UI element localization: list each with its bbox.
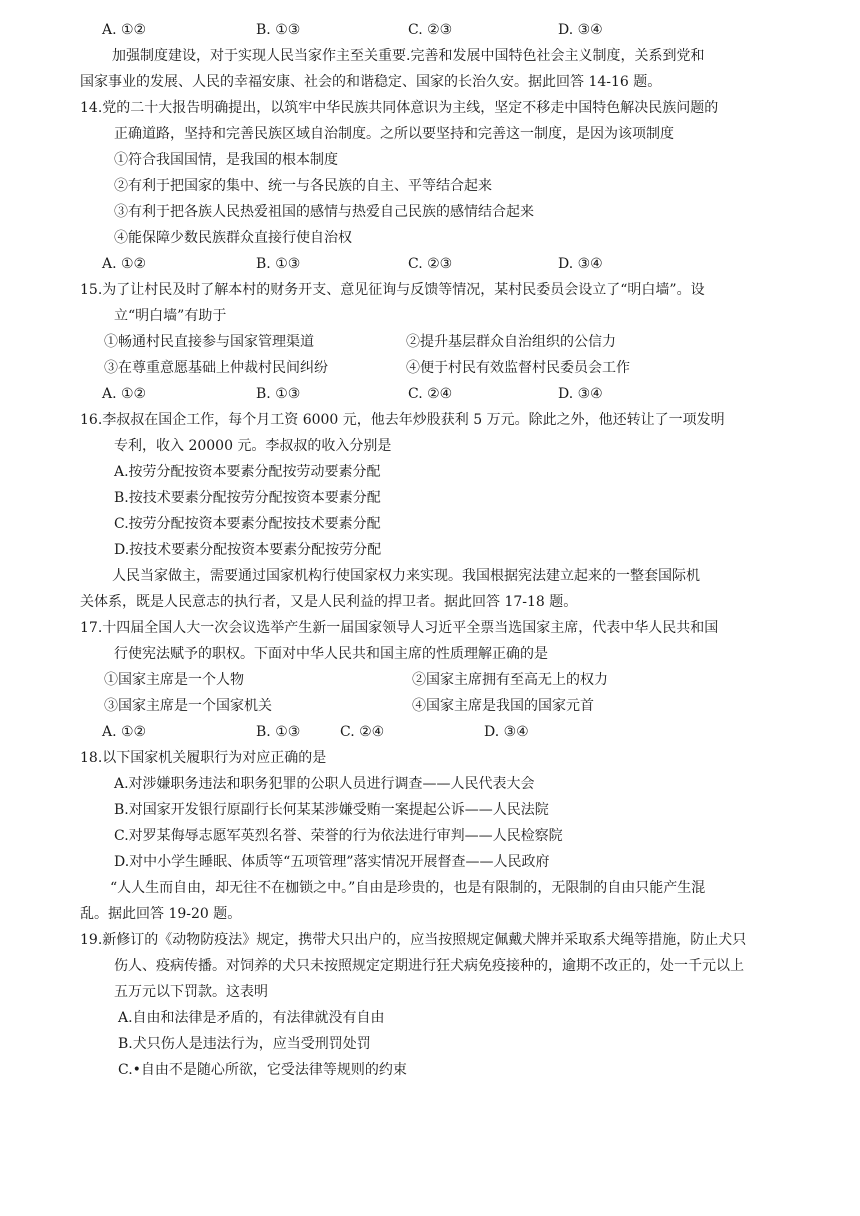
- intro-line: 人民当家做主，需要通过国家机构行使国家权力来实现。我国根据宪法建立起来的一整套国际机: [112, 568, 700, 584]
- question-stem: 17.十四届全国人大一次会议选举产生新一届国家领导人习近平全票当选国家主席，代表中华人民共和国: [80, 620, 719, 636]
- intro-line: “人人生而自由，却无往不在枷锁之中。”自由是珍贵的，也是有限制的，无限制的自由只能产生混: [110, 880, 706, 896]
- question-stem: 正确道路，坚持和完善民族区域自治制度。之所以要坚持和完善这一制度，是因为该项制度: [114, 126, 674, 142]
- option-b: B. ①③: [256, 22, 301, 38]
- question-stem: 15.为了让村民及时了解本村的财务开支、意见征询与反馈等情况，某村民委员会设立了“明白墙”。设: [80, 282, 705, 298]
- question-stem: 19.新修订的《动物防疫法》规定，携带犬只出户的，应当按照规定佩戴犬牌并采取系犬绳等措施，防止犬只: [80, 932, 747, 948]
- option-c: C. ②③: [408, 22, 453, 38]
- question-stem: 伤人、疫病传播。对饲养的犬只未按照规定定期进行狂犬病免疫接种的，逾期不改正的，处一千元以上: [114, 958, 744, 974]
- intro-line: 关体系，既是人民意志的执行者，又是人民利益的捍卫者。据此回答 17-18 题。: [80, 594, 578, 610]
- option-b: B.对国家开发银行原副行长何某某涉嫌受贿一案提起公诉——人民法院: [114, 802, 549, 818]
- question-stem: 专利，收入 20000 元。李叔叔的收入分别是: [114, 438, 392, 454]
- statement-item: ②提升基层群众自治组织的公信力: [406, 334, 616, 350]
- option-d: D. ③④: [484, 724, 529, 740]
- option-d: D.按技术要素分配按资本要素分配按劳分配: [114, 542, 382, 558]
- option-a: A.自由和法律是矛盾的，有法律就没有自由: [118, 1010, 385, 1026]
- option-b: B. ①③: [256, 386, 301, 402]
- question-stem: 行使宪法赋予的职权。下面对中华人民共和国主席的性质理解正确的是: [114, 646, 548, 662]
- option-c: C. ②④: [340, 724, 385, 740]
- statement-item: ④国家主席是我国的国家元首: [412, 698, 594, 714]
- option-a: A. ①②: [102, 256, 147, 272]
- statement-item: ③在尊重意愿基础上仲裁村民间纠纷: [104, 360, 328, 376]
- statement-item: ②国家主席拥有至高无上的权力: [412, 672, 608, 688]
- question-stem: 16.李叔叔在国企工作，每个月工资 6000 元，他去年炒股获利 5 万元。除此之外，他还转让了一项发明: [80, 412, 725, 428]
- option-c: C.按劳分配按资本要素分配按技术要素分配: [114, 516, 381, 532]
- question-stem: 18.以下国家机关履职行为对应正确的是: [80, 750, 327, 766]
- option-c: C.对罗某侮辱志愿军英烈名誉、荣誉的行为依法进行审判——人民检察院: [114, 828, 563, 844]
- option-c: C.•自由不是随心所欲，它受法律等规则的约束: [118, 1062, 407, 1078]
- option-d: D. ③④: [558, 386, 603, 402]
- intro-line: 乱。据此回答 19-20 题。: [80, 906, 242, 922]
- option-c: C. ②④: [408, 386, 453, 402]
- option-a: A. ①②: [102, 22, 147, 38]
- option-b: B. ①③: [256, 256, 301, 272]
- option-c: C. ②③: [408, 256, 453, 272]
- question-stem: 五万元以下罚款。这表明: [114, 984, 268, 1000]
- option-a: A.按劳分配按资本要素分配按劳动要素分配: [114, 464, 381, 480]
- statement-item: ②有利于把国家的集中、统一与各民族的自主、平等结合起来: [114, 178, 492, 194]
- intro-line: 国家事业的发展、人民的幸福安康、社会的和谐稳定、国家的长治久安。据此回答 14-16 题。: [80, 74, 662, 90]
- option-b: B.按技术要素分配按劳分配按资本要素分配: [114, 490, 381, 506]
- question-stem: 立“明白墙”有助于: [114, 308, 227, 324]
- question-stem: 14.党的二十大报告明确提出，以筑牢中华民族共同体意识为主线，坚定不移走中国特色解决民族问题的: [80, 100, 719, 116]
- statement-item: ①国家主席是一个人物: [104, 672, 244, 688]
- statement-item: ③有利于把各族人民热爱祖国的感情与热爱自己民族的感情结合起来: [114, 204, 534, 220]
- option-a: A. ①②: [102, 386, 147, 402]
- statement-item: ③国家主席是一个国家机关: [104, 698, 272, 714]
- option-b: B. ①③: [256, 724, 301, 740]
- statement-item: ①畅通村民直接参与国家管理渠道: [104, 334, 314, 350]
- option-a: A. ①②: [102, 724, 147, 740]
- option-d: D. ③④: [558, 256, 603, 272]
- statement-item: ④便于村民有效监督村民委员会工作: [406, 360, 630, 376]
- option-d: D.对中小学生睡眠、体质等“五项管理”落实情况开展督查——人民政府: [114, 854, 550, 870]
- option-d: D. ③④: [558, 22, 603, 38]
- option-b: B.犬只伤人是违法行为，应当受刑罚处罚: [118, 1036, 371, 1052]
- statement-item: ④能保障少数民族群众直接行使自治权: [114, 230, 352, 246]
- intro-line: 加强制度建设，对于实现人民当家作主至关重要.完善和发展中国特色社会主义制度，关系到党和: [112, 48, 705, 64]
- statement-item: ①符合我国国情，是我国的根本制度: [114, 152, 338, 168]
- option-a: A.对涉嫌职务违法和职务犯罪的公职人员进行调查——人民代表大会: [114, 776, 535, 792]
